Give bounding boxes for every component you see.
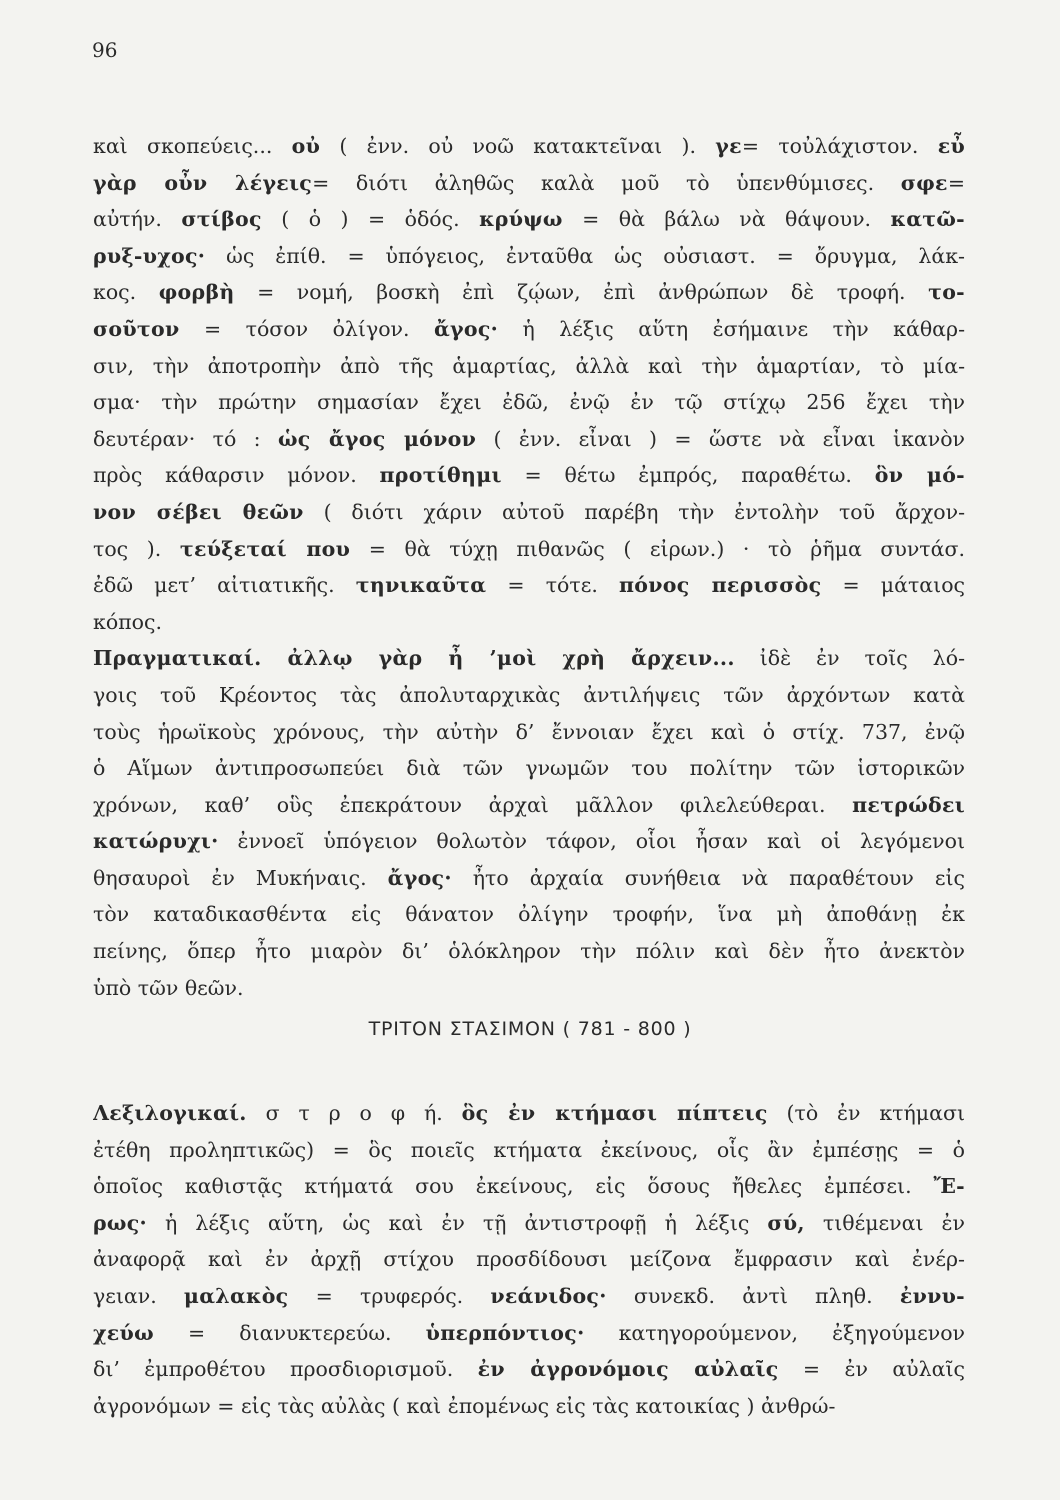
lemma-term: μαλακὸς [183,1283,289,1308]
text-run: κόπος. [93,609,162,634]
text-run: ( διότι χάριν αὐτοῦ παρέβη τὴν ἐντολὴν τοῦ ἄρχον- [303,499,965,524]
lemma-term: πόνος περισσὸς [618,573,822,598]
text-line [93,165,965,202]
text-run: = τόσον ὀλίγον. [179,316,434,341]
text-run: = θὰ βάλω νὰ θάψουν. [562,207,891,232]
text-run: ἐννοεῖ ὑπόγειον θολωτὸν τάφον, οἷοι ἦσαν καὶ οἱ λεγόμενοι [218,829,965,854]
text-run: = διανυκτερεύω. [153,1320,426,1345]
text-run: ἦτο ἀρχαία συνήθεια νὰ παραθέτουν εἰς [451,865,965,890]
text-line [93,384,965,421]
lemma-term: κρύψω [479,207,563,232]
text-run: ὁποῖος καθιστᾷς κτήματά σου ἐκείνους, εἰς ὅσους ἤθελες ἐμπέσει. [93,1174,934,1199]
text-run: πείνης, ὅπερ ἦτο μιαρὸν δι’ ὁλόκληρον τὴν πόλιν καὶ δὲν ἦτο ἀνεκτὸν [93,939,965,964]
text-line [93,457,965,494]
text-run: ἐτέθη προληπτικῶς) = ὃς ποιεῖς κτήματα ἐκείνους, οἷς ἂν ἐμπέσῃς = ὁ [93,1137,965,1162]
lemma-term: στίβος [181,207,262,232]
text-run: τος ). [93,536,180,561]
lemma-term: ὃς ἐν κτήμασι πίπτεις [461,1101,768,1125]
text-line [93,1132,965,1169]
text-run: ὁ Αἵμων ἀντιπροσωπεύει διὰ τῶν γνωμῶν του πολίτην τῶν ἱστορικῶν [93,756,965,781]
text-run: χρόνων, καθ’ οὓς ἐπεκράτουν ἀρχαὶ μᾶλλον φιλελεύθεραι. [93,792,853,817]
text-run: ἀγρονόμων = εἰς τὰς αὐλὰς ( καὶ ἐπομένως εἰς τὰς κατοικίας ) ἀνθρώ- [93,1393,836,1418]
lemma-term: οὐ [291,134,321,158]
text-line [93,750,965,787]
text-run: τιθέμεναι ἐν [804,1210,965,1235]
lemma-term: νεάνιδος· [490,1283,607,1308]
page-number: 96 [92,38,118,62]
text-run: κατηγορούμενον, ἐξηγούμενον [584,1320,965,1345]
text-line [93,348,965,385]
text-run: συνεκδ. ἀντὶ πληθ. [606,1283,900,1308]
text-run: τοὺς ἡρωϊκοὺς χρόνους, τὴν αὐτὴν δ’ ἔννοιαν ἔχει καὶ ὁ στίχ. 737, ἐνῷ [93,719,965,744]
text-run: δι’ ἐμπροθέτου προσδιορισμοῦ. [93,1357,478,1382]
text-run: = θέτω ἐμπρός, παραθέτω. [501,463,875,488]
lemma-term: ὃν μό- [874,463,965,488]
text-run: ἰδὲ ἐν τοῖς λό- [734,646,965,671]
text-line [93,640,965,677]
text-line [93,1095,965,1132]
lemma-term: ἐν ἀγρονόμοις αὐλαῖς [477,1357,779,1382]
text-run: = διότι ἀληθῶς καλὰ μοῦ τὸ ὑπενθύμισες. [312,170,901,195]
lemma-term: ὑπερπόντιος· [425,1320,585,1345]
text-run: ὑπὸ τῶν θεῶν. [93,975,244,1000]
text-run: ( ἐνν. οὐ νοῶ κατακτεῖναι ). [320,134,716,158]
text-line [93,677,965,714]
lemma-term: κατῶ- [890,207,965,232]
text-run: = τοὐλάχιστον. [741,134,938,158]
text-line [93,1205,965,1242]
text-line [93,421,965,458]
text-run: ( ὁ ) = ὁδός. [261,207,480,232]
text-run: ἡ λέξις αὕτη, ὡς καὶ ἐν τῇ ἀντιστροφῇ ἡ λέξις [146,1210,768,1235]
lemma-term: τεύξεταί που [179,536,351,561]
text-run: ἐδῶ μετ’ αἰτιατικῆς. [93,573,356,598]
lemma-term: ρως· [93,1210,147,1235]
lemma-term: νον σέβει θεῶν [93,499,304,524]
lemma-term: χεύω [93,1320,154,1345]
text-run: σιν, τὴν ἀποτροπὴν ἀπὸ τῆς ἁμαρτίας, ἀλλὰ καὶ τὴν ἁμαρτίαν, τὸ μία- [93,353,965,378]
text-line [93,494,965,531]
text-run: ( ἐνν. εἶναι ) = ὥστε νὰ εἶναι ἱκανὸν [476,426,965,451]
text-line [93,714,965,751]
text-line [93,201,965,238]
lemma-term: Λεξιλογικαί. [93,1101,247,1125]
text-run: γοις τοῦ Κρέοντος τὰς ἀπολυταρχικὰς ἀντιλήψεις τῶν ἀρχόντων κατὰ [93,682,965,707]
lemma-term: γε [715,134,742,158]
text-run: = θὰ τύχῃ πιθανῶς ( εἰρων.) · τὸ ῥῆμα συντάσ. [350,536,965,561]
text-run: ὡς ἐπίθ. = ὑπόγειος, ἐνταῦθα ὡς οὐσιαστ. = ὄρυγμα, λάκ- [205,243,965,268]
text-run: = νομή, βοσκὴ ἐπὶ ζῴων, ἐπὶ ἀνθρώπων δὲ τροφή. [234,280,929,305]
text-line [93,1388,965,1425]
lemma-term: ἄγος· [387,865,452,890]
text-run: = τότε. [486,573,619,598]
lemma-term: το- [928,280,965,305]
lemma-term: Πραγματικαί. ἀλλῳ γὰρ ἦ ’μοὶ χρὴ ἄρχειν... [93,646,735,671]
text-line [93,604,965,641]
lemma-term: φορβὴ [158,280,235,305]
text-run: τὸν καταδικασθέντα εἰς θάνατον ὀλίγην τροφήν, ἵνα μὴ ἀποθάνῃ ἐκ [93,902,965,927]
text-run: σ τ ρ ο φ ή. [246,1101,462,1125]
text-run: γειαν. [93,1283,184,1308]
text-line [93,896,965,933]
text-line [93,128,965,165]
text-line [93,238,965,275]
text-line [93,787,965,824]
commentary-section-two [93,1095,965,1424]
text-run: αὐτήν. [93,207,182,232]
text-line [93,860,965,897]
lemma-term: εὖ [937,134,965,158]
lemma-term: σοῦτον [93,316,180,341]
lemma-term: γὰρ οὖν λέγεις [93,170,313,195]
lemma-term: τηνικαῦτα [355,573,487,598]
lemma-term: πετρώδει [852,792,965,817]
text-line [93,933,965,970]
text-run: σμα· τὴν πρώτην σημασίαν ἔχει ἐδῶ, ἐνῷ ἐν τῷ στίχῳ 256 ἔχει τὴν [93,390,965,415]
lemma-term: κατώρυχι· [93,829,219,854]
text-run: (τὸ ἐν κτήμασι [767,1101,965,1125]
lemma-term: ἄγος· [433,316,499,341]
text-run: θησαυροὶ ἐν Μυκήναις. [93,865,388,890]
text-run: = ἐν αὐλαῖς [778,1357,965,1382]
text-line [93,311,965,348]
text-line [93,1241,965,1278]
text-run: = [947,170,965,195]
lemma-term: ρυξ-υχος· [93,243,206,268]
lemma-term: ὡς ἄγος μόνον [277,426,477,451]
text-line [93,823,965,860]
text-run: ἀναφορᾷ καὶ ἐν ἀρχῇ στίχου προσδίδουσι μείζονα ἔμφρασιν καὶ ἐνέρ- [93,1247,965,1272]
text-run: = τρυφερός. [288,1283,491,1308]
text-line [93,274,965,311]
lemma-term: προτίθημι [379,463,502,488]
lemma-term: σύ, [767,1210,805,1235]
text-run: = μάταιος [821,573,965,598]
text-line [93,1168,965,1205]
text-line [93,531,965,568]
lemma-term: σφε [900,170,948,195]
text-line [93,1315,965,1352]
text-run: πρὸς κάθαρσιν μόνον. [93,463,380,488]
text-line [93,1278,965,1315]
text-run: κος. [93,280,159,305]
text-run: δευτέραν· τό : [93,426,278,451]
text-line [93,567,965,604]
section-heading: ΤΡΙΤΟΝ ΣΤΑΣΙΜΟΝ ( 781 - 800 ) [368,1018,692,1040]
text-line [93,1351,965,1388]
text-line [93,970,965,1007]
text-run: καὶ σκοπεύεις... [93,134,292,158]
lemma-term: Ἔ- [933,1174,965,1199]
lemma-term: ἐννυ- [899,1283,965,1308]
text-run: ἡ λέξις αὕτη ἐσήμαινε τὴν κάθαρ- [498,316,965,341]
commentary-section-one [93,128,965,1006]
